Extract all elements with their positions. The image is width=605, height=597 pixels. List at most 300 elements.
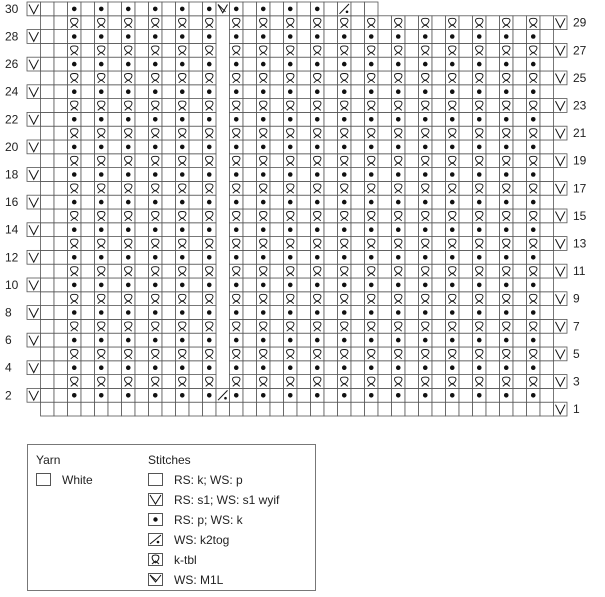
chart-cell [405,250,419,264]
chart-cell [54,112,68,126]
chart-cell [135,43,149,57]
chart-cell [135,388,149,402]
row-label-left: 12 [5,250,19,265]
chart-cell [459,292,473,306]
chart-cell [54,402,68,416]
chart-cell [108,99,122,113]
chart-cell [41,237,55,251]
legend-m1l-label: WS: M1L [174,573,224,587]
purl-dot-icon [148,513,163,526]
chart-cell [189,347,203,361]
chart-cell [540,30,554,44]
chart-cell [297,181,311,195]
chart-cell [297,209,311,223]
chart-cell [162,57,176,71]
chart-cell [41,168,55,182]
purl-dot-mark [423,227,428,232]
purl-dot-mark [153,227,158,232]
chart-cell [243,223,257,237]
chart-cell [162,361,176,375]
legend-purl-label: RS: p; WS: k [174,513,243,527]
chart-cell [270,361,284,375]
chart-cell [108,71,122,85]
chart-cell [351,43,365,57]
chart-cell [270,168,284,182]
chart-cell [432,85,446,99]
chart-cell [324,209,338,223]
chart-cell [189,195,203,209]
chart-cell [513,250,527,264]
chart-cell [81,99,95,113]
chart-cell [54,195,68,209]
chart-cell [162,43,176,57]
chart-cell [513,140,527,154]
chart-cell [513,99,527,113]
chart-cell [54,223,68,237]
chart-cell [81,85,95,99]
chart-cell [54,361,68,375]
chart-cell [297,16,311,30]
chart-cell [324,333,338,347]
chart-cell [540,264,554,278]
chart-cell [432,347,446,361]
chart-cell [243,57,257,71]
chart-cell [108,140,122,154]
chart-cell [243,140,257,154]
chart-cell [162,16,176,30]
chart-cell [135,347,149,361]
chart-cell [54,71,68,85]
chart-cell [338,402,352,416]
purl-dot-mark [450,310,455,315]
purl-dot-mark [504,283,509,288]
purl-dot-mark [99,283,104,288]
chart-cell [270,126,284,140]
chart-cell [405,402,419,416]
purl-dot-mark [99,227,104,232]
chart-cell [540,292,554,306]
purl-dot-mark [342,338,347,343]
purl-dot-mark [207,310,212,315]
chart-cell [54,2,68,16]
chart-cell [486,402,500,416]
chart-cell [500,402,514,416]
chart-cell [324,99,338,113]
chart-cell [270,250,284,264]
purl-dot-mark [504,393,509,398]
chart-cell [54,43,68,57]
chart-cell [513,278,527,292]
chart-cell [270,306,284,320]
chart-cell [81,333,95,347]
chart-cell [297,402,311,416]
chart-cell [486,292,500,306]
chart-cell [378,43,392,57]
chart-cell [135,126,149,140]
purl-dot-mark [315,200,320,205]
purl-dot-mark [450,283,455,288]
chart-cell [54,30,68,44]
chart-cell [513,223,527,237]
chart-cell [324,237,338,251]
chart-cell [351,237,365,251]
purl-dot-mark [126,117,131,122]
chart-cell [270,2,284,16]
chart-cell [54,181,68,195]
chart-cell [135,168,149,182]
chart-cell [122,402,136,416]
chart-cell [378,223,392,237]
purl-dot-mark [126,227,131,232]
chart-cell [41,2,55,16]
chart-cell [378,154,392,168]
chart-cell [324,85,338,99]
purl-dot-mark [126,145,131,150]
chart-cell [41,85,55,99]
purl-dot-mark [315,62,320,67]
purl-dot-mark [531,310,536,315]
chart-cell [486,375,500,389]
row-label-right: 25 [573,70,587,85]
purl-dot-mark [288,283,293,288]
chart-cell [513,209,527,223]
purl-dot-mark [315,365,320,370]
chart-cell [486,278,500,292]
chart-cell [297,375,311,389]
chart-cell [243,16,257,30]
chart-cell [405,112,419,126]
chart-cell [297,250,311,264]
purl-dot-mark [477,227,482,232]
chart-cell [189,181,203,195]
chart-cell [189,319,203,333]
chart-cell [324,16,338,30]
yarn-label-white: White [62,473,93,487]
chart-cell [432,333,446,347]
chart-cell [540,388,554,402]
chart-cell [189,126,203,140]
chart-cell [459,30,473,44]
chart-cell [81,375,95,389]
chart-cell [540,278,554,292]
chart-cell [189,388,203,402]
chart-cell [108,333,122,347]
purl-dot-mark [180,227,185,232]
purl-dot-mark [342,200,347,205]
purl-dot-mark [72,310,77,315]
chart-cell [41,30,55,44]
chart-cell [243,209,257,223]
purl-dot-mark [423,283,428,288]
purl-dot-mark [531,200,536,205]
chart-cell [108,223,122,237]
chart-cell [162,237,176,251]
purl-dot-mark [342,255,347,260]
purl-dot-mark [234,117,239,122]
chart-cell [297,306,311,320]
chart-cell [351,168,365,182]
purl-dot-mark [369,34,374,39]
yarn-title: Yarn [36,453,61,467]
legend-box [27,444,316,591]
purl-dot-mark [450,34,455,39]
chart-cell [459,126,473,140]
purl-dot-mark [153,145,158,150]
purl-dot-mark [72,7,77,12]
chart-cell [108,292,122,306]
purl-dot-mark [315,34,320,39]
chart-cell [486,140,500,154]
row-label-right: 1 [573,402,580,417]
purl-dot-mark [504,365,509,370]
chart-cell [432,306,446,320]
row-label-right: 3 [573,374,580,389]
chart-cell [324,250,338,264]
purl-dot-mark [396,255,401,260]
chart-cell [405,154,419,168]
purl-dot-mark [153,393,158,398]
chart-cell [486,112,500,126]
chart-cell [324,264,338,278]
chart-cell [81,209,95,223]
purl-dot-mark [531,145,536,150]
chart-cell [459,140,473,154]
chart-cell [459,181,473,195]
chart-cell [297,195,311,209]
chart-cell [513,85,527,99]
chart-cell [351,333,365,347]
chart-cell [189,16,203,30]
chart-cell [189,71,203,85]
purl-dot-mark [99,338,104,343]
purl-dot-mark [72,34,77,39]
chart-cell [81,223,95,237]
purl-dot-mark [153,34,158,39]
chart-cell [54,168,68,182]
chart-cell [54,278,68,292]
chart-cell [270,154,284,168]
chart-cell [81,319,95,333]
purl-dot-mark [396,172,401,177]
purl-dot-mark [342,310,347,315]
purl-dot-mark [315,393,320,398]
chart-cell [459,264,473,278]
chart-cell [189,140,203,154]
purl-dot-mark [261,255,266,260]
chart-cell [81,30,95,44]
purl-dot-mark [450,255,455,260]
purl-dot-mark [234,7,239,12]
chart-cell [270,237,284,251]
purl-dot-mark [342,172,347,177]
chart-cell [378,388,392,402]
chart-cell [540,85,554,99]
chart-cell [324,223,338,237]
chart-cell [459,333,473,347]
chart-cell [54,16,68,30]
chart-cell [54,306,68,320]
chart-cell [270,195,284,209]
chart-cell [162,126,176,140]
chart-cell [486,16,500,30]
chart-cell [351,99,365,113]
chart-cell [41,361,55,375]
row-label-left: 20 [5,139,19,154]
chart-cell [189,2,203,16]
purl-dot-mark [477,365,482,370]
purl-dot-mark [342,117,347,122]
chart-cell [486,250,500,264]
purl-dot-mark [396,227,401,232]
chart-cell [270,223,284,237]
chart-cell [432,154,446,168]
chart-cell [405,347,419,361]
row-label-left: 22 [5,112,19,127]
chart-cell [243,99,257,113]
chart-cell [432,237,446,251]
chart-cell [513,30,527,44]
chart-cell [81,126,95,140]
purl-dot-mark [234,283,239,288]
purl-dot-mark [72,283,77,288]
purl-dot-mark [261,117,266,122]
purl-dot-mark [342,283,347,288]
chart-cell [459,112,473,126]
purl-dot-mark [423,393,428,398]
chart-cell [513,168,527,182]
chart-cell [378,209,392,223]
chart-cell [135,71,149,85]
chart-cell [513,16,527,30]
chart-cell [459,223,473,237]
chart-cell [162,30,176,44]
chart-cell [513,388,527,402]
purl-dot-mark [423,310,428,315]
purl-dot-mark [180,145,185,150]
purl-dot-mark [450,200,455,205]
purl-dot-mark [450,227,455,232]
purl-dot-mark [423,34,428,39]
chart-cell [162,85,176,99]
purl-dot-mark [396,145,401,150]
purl-dot-mark [315,283,320,288]
purl-dot-mark [126,62,131,67]
chart-cell [324,154,338,168]
chart-cell [324,126,338,140]
purl-dot-mark [342,393,347,398]
chart-cell [108,375,122,389]
chart-cell [486,57,500,71]
chart-cell [297,278,311,292]
k2tog-dot [346,11,349,14]
chart-cell [135,333,149,347]
chart-cell [432,181,446,195]
chart-cell [365,2,379,16]
chart-cell [41,278,55,292]
chart-cell [446,402,460,416]
chart-cell [486,71,500,85]
purl-dot-mark [531,34,536,39]
purl-dot-mark [369,338,374,343]
chart-cell [459,402,473,416]
chart-cell [405,388,419,402]
chart-cell [405,181,419,195]
chart-cell [432,16,446,30]
purl-dot-mark [369,117,374,122]
chart-cell [351,154,365,168]
chart-cell [41,195,55,209]
chart-cell [81,154,95,168]
purl-dot-mark [396,200,401,205]
purl-dot-mark [180,89,185,94]
purl-dot-mark [477,172,482,177]
chart-cell [540,43,554,57]
chart-cell [378,168,392,182]
chart-cell [486,30,500,44]
purl-dot-mark [153,283,158,288]
chart-cell [189,375,203,389]
chart-cell [162,71,176,85]
chart-cell [243,347,257,361]
purl-dot-mark [261,145,266,150]
chart-cell [378,361,392,375]
chart-cell [540,16,554,30]
chart-cell [41,333,55,347]
purl-dot-mark [504,310,509,315]
chart-cell [486,361,500,375]
purl-dot-mark [288,34,293,39]
chart-cell [54,292,68,306]
chart-cell [459,237,473,251]
chart-cell [378,71,392,85]
purl-dot-mark [288,145,293,150]
purl-dot-mark [99,172,104,177]
chart-cell [54,154,68,168]
chart-cell [41,223,55,237]
chart-cell [108,112,122,126]
purl-dot-mark [207,34,212,39]
purl-dot-mark [234,62,239,67]
row-label-left: 10 [5,277,19,292]
purl-dot-mark [288,7,293,12]
chart-cell [486,181,500,195]
chart-cell [135,85,149,99]
purl-dot-mark [342,227,347,232]
chart-cell [351,140,365,154]
chart-cell [351,71,365,85]
chart-cell [324,402,338,416]
chart-cell [216,402,230,416]
legend-ktbl-label: k-tbl [174,553,197,567]
chart-cell [135,2,149,16]
chart-cell [243,43,257,57]
purl-dot-mark [369,62,374,67]
chart-cell [540,99,554,113]
chart-cell [324,319,338,333]
purl-dot-mark [369,89,374,94]
purl-dot-mark [369,255,374,260]
chart-cell [135,181,149,195]
chart-cell [513,292,527,306]
chart-cell [297,154,311,168]
purl-dot-mark [99,200,104,205]
chart-cell [243,168,257,182]
chart-cell [189,264,203,278]
chart-cell [243,278,257,292]
m1l-icon [148,573,163,586]
purl-dot-mark [234,255,239,260]
chart-cell [81,16,95,30]
